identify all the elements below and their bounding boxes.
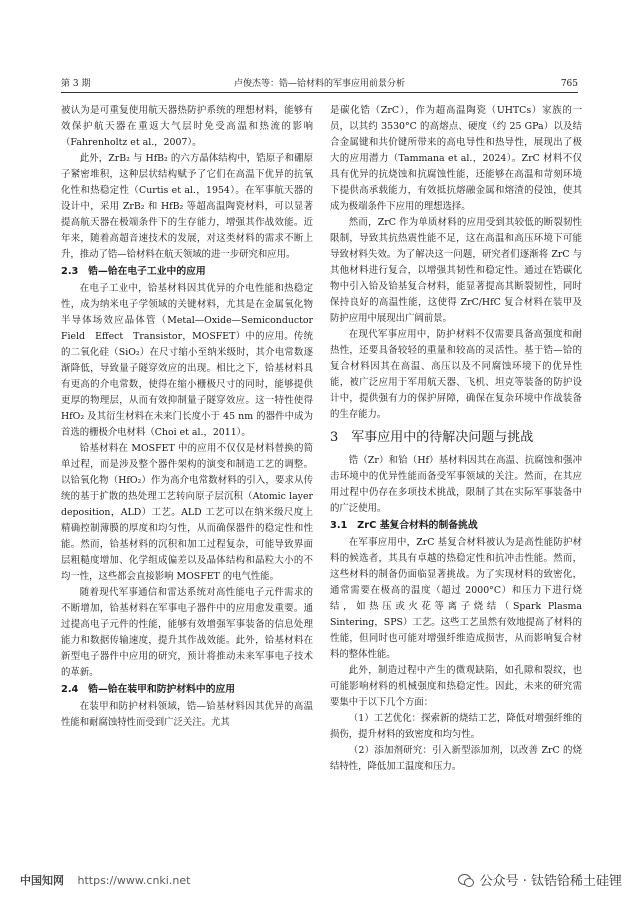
paragraph: 在装甲和防护材料领域，锆—铪基材料因其优异的高温性能和耐腐蚀特性而受到广泛关注。尤其 [61,701,313,728]
running-title: 卢俊杰等：锆—铪材料的军事应用前景分析 [233,79,405,89]
section-heading-2-4: 2.4 锆—铪在装甲和防护材料中的应用 [61,684,236,695]
section-heading-2-3: 2.3 锆—铪在电子工业中的应用 [61,266,206,277]
cnki-url: https://www.cnki.net [77,874,191,887]
issue-number: 第 3 期 [61,79,91,89]
paragraph: 随着现代军事通信和雷达系统对高性能电子元件需求的不断增加，铪基材料在军事电子器件中的应用愈发重要。通过提高电子元件的性能，能够有效增强军事装备的信息处理能力和数据传输速度，提升其作战效能。此外，铪基材料在新型电子器件中应用的研究，预计将推动未来军事电子技术的革新。 [61,587,313,678]
wechat-icon [458,873,474,887]
right-column [330,103,582,775]
section-heading-3: 3 军事应用中的待解决问题与挑战 [330,430,534,445]
wechat-account: 公众号 · 钛锆铪稀土硅锂 [479,874,622,889]
paragraph: 在电子工业中，铪基材料因其优异的介电性能和热稳定性，成为纳米电子学领域的关键材料，尤其是在金属氧化物半导体场效应晶体管（Metal—Oxide—Semiconductor Field Effect Transistor，MOSFET）中的应用。传统的二氧化硅（SiO₂）在尺寸缩小至纳米级时，其介电常数逐渐降低，导致量子隧穿效应的出现。相比之下，铪基材料具有更高的介电常数，使得在缩小栅极尺寸的同时，能够提供更厚的物理层，从而有效抑制量子隧穿效应。这一特性使得 HfO₂ 及其衍生材料在未来门长度小于 45 nm 的器件中成为首选的栅极介电材料（Choi et al.，2011）。 [61,283,323,438]
paragraph: （2）添加剂研究：引入新型添加剂，以改善 ZrC 的烧结特性，降低加工温度和压力。 [330,745,582,772]
paragraph: 此外，制造过程中产生的微观缺陷，如孔隙和裂纹，也可能影响材料的机械强度和热稳定性。因此，未来的研究需要集中于以下几个方面： [330,665,582,708]
section-heading-3-1: 3.1 ZrC 基复合材料的制备挑战 [330,520,478,531]
cnki-watermark [20,872,190,888]
paragraph: 被认为是可重复使用航天器热防护系统的理想材料，能够有效保护航天器在重返大气层时免受高温和热流的影响（Fahrenholtz et al.，2007）。 [61,105,313,148]
page-number: 765 [560,79,578,89]
paragraph: 铪基材料在 MOSFET 中的应用不仅仅是材料替换的简单过程，而是涉及整个器件架构的演变和制造工艺的调整。以铪氧化物（HfO₂）作为高介电常数材料的引入，要求从传统的基于扩散的热处理工艺转向原子层沉积（Atomic layer deposition，ALD）工艺。ALD 工艺可以在纳米级尺度上精确控制薄膜的厚度和均匀性，从而确保器件的稳定性和性能。然而，铪基材料的沉积和加工过程复杂，可能导致界面层粗糙度增加、化学组成偏差以及晶体结构和晶粒大小的不均一性，这些都会直接影响 MOSFET 的电气性能。 [61,443,313,582]
paragraph: 是碳化锆（ZrC），作为超高温陶瓷（UHTCs）家族的一员，以其约 3530°C 的高熔点、硬度（约 25 GPa）以及结合金属键和共价键所带来的高电导性和热导性，展现出了极大的应用潜力（Tammana et al.，2024）。ZrC 材料不仅具有优异的抗烧蚀和抗腐蚀性能，还能够在高温和苛刻环境下提供高承载能力，有效抵抗熔融金属和熔渣的侵蚀，使其成为极端条件下应用的理想选择。 [330,105,582,212]
paragraph: 锆（Zr）和铪（Hf）基材料因其在高温、抗腐蚀和强冲击环境中的优异性能而备受军事领域的关注。然而，在其应用过程中仍存在多项技术挑战，限制了其在实际军事装备中的广泛使用。 [330,455,582,514]
paragraph: 在军事应用中，ZrC 基复合材料被认为是高性能防护材料的候选者，其具有卓越的热稳定性和抗冲击性能。然而，这些材料的制备仍面临显著挑战。为了实现材料的致密化，通常需要在极高的温度（超过 2000°C）和压力下进行烧结，如热压或火花等离子烧结（Spark Plasma Sintering，SPS）工艺。这些工艺虽然有效地提高了材料的性能，但同时也可能对增强纤维造成损害，从而影响复合材料的整体性能。 [330,537,582,660]
running-header [61,76,578,93]
footer-watermark [0,866,640,896]
left-column [61,103,323,731]
paragraph: 在现代军事应用中，防护材料不仅需要具备高强度和耐热性，还要具备较轻的重量和较高的灵活性。基于锆—铪的复合材料因其在高温、高压以及不同腐蚀环境下的优异性能，被广泛应用于军用航天器、飞机、坦克等装备的防护设计中，提供强有力的保护屏障，确保在复杂环境中作战装备的生存能力。 [330,329,582,420]
paragraph: 此外，ZrB₂ 与 HfB₂ 的六方晶体结构中，锆原子和硼原子紧密堆积，这种层状结构赋予了它们在高温下优异的抗氧化性和热稳定性（Curtis et al.，1954）。在军事航天器的设计中，采用 ZrB₂ 和 HfB₂ 等超高温陶瓷材料，可以显著提高航天器在极端条件下的生存能力，增强其作战效能。近年来，随着高超音速技术的发展，对这类材料的需求不断上升，推动了锆—铪材料在航天领域的进一步研究和应用。 [61,153,313,260]
paragraph: （1）工艺优化：探索新的烧结工艺，降低对增强纤维的损伤，提升材料的致密度和均匀性。 [330,713,582,740]
paragraph: 然而，ZrC 作为单质材料的应用受到其较低的断裂韧性限制，导致其抗热震性能不足，这在高温和高压环境下可能导致材料失效。为了解决这一问题，研究者们逐渐将 ZrC 与其他材料进行复合，以增强其韧性和稳定性。通过在锆碳化物中引入铪及铪基复合材料，能显著提高其断裂韧性，同时保持良好的高温性能，这使得 ZrC/HfC 复合材料在装甲及防护应用中展现出广阔前景。 [330,217,582,324]
cnki-name: 中国知网 [20,874,64,887]
wechat-watermark [458,870,622,889]
